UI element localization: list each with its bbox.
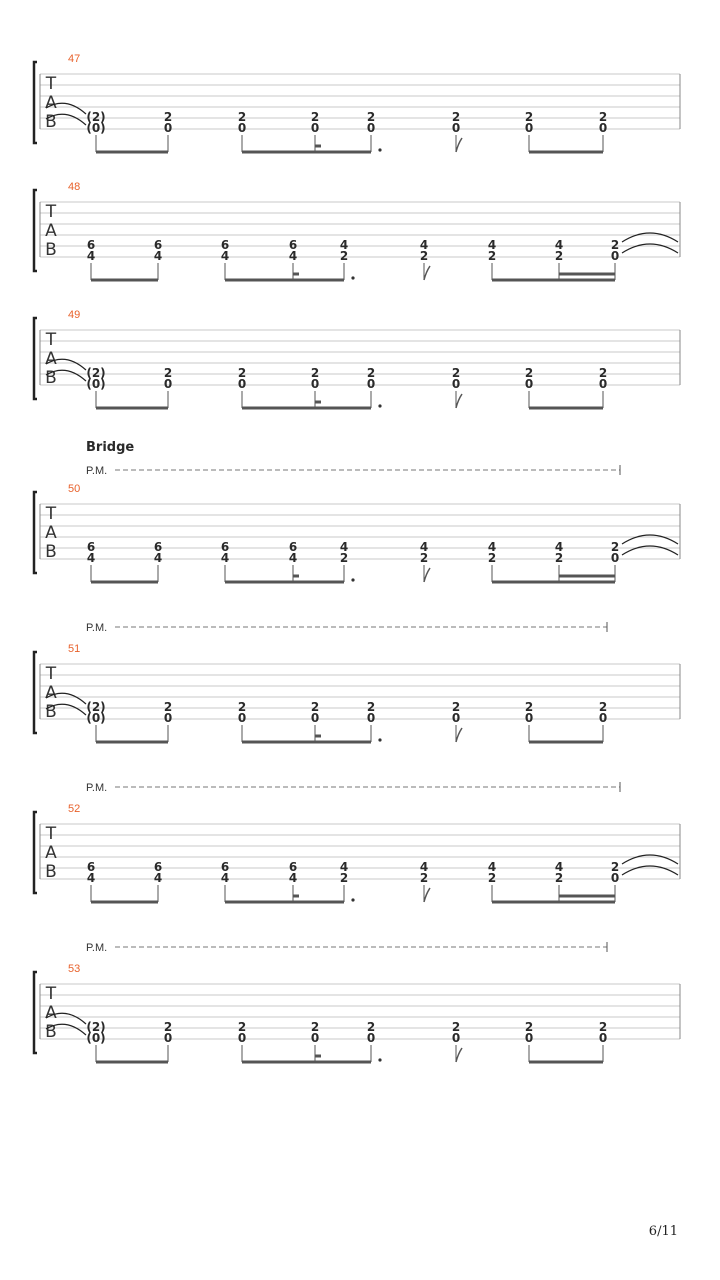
tab-system: [34, 181, 680, 280]
tab-clef-letter: B: [45, 542, 57, 562]
dot: [378, 738, 381, 741]
fret-number: 2: [451, 1020, 461, 1034]
fret-number: 4: [220, 249, 230, 263]
measure-number: 53: [68, 963, 81, 975]
tab-clef-letter: A: [45, 349, 57, 369]
fret-number: 0: [237, 711, 247, 725]
page-number: 6/11: [648, 1224, 678, 1239]
fret-number: 6: [220, 860, 230, 874]
fret-number: 2: [487, 871, 497, 885]
fret-number: 2: [419, 871, 429, 885]
palm-mute-label: P.M.: [86, 782, 108, 794]
tie-arc: [622, 546, 678, 555]
fret-number: 0: [451, 1031, 461, 1045]
fret-number: 0: [524, 377, 534, 391]
fret-number: 0: [524, 1031, 534, 1045]
fret-number: (0): [86, 1031, 106, 1045]
fret-number: 2: [339, 551, 349, 565]
tie-arc: [622, 866, 678, 875]
fret-number: 4: [86, 249, 96, 263]
fret-number: 0: [310, 711, 320, 725]
dot: [378, 404, 381, 407]
fret-number: 4: [86, 871, 96, 885]
fret-number: 2: [524, 366, 534, 380]
fret-number: 2: [310, 110, 320, 124]
dot: [351, 276, 354, 279]
fret-number: (2): [86, 110, 106, 124]
tie-arc: [622, 535, 678, 544]
system-bracket: [34, 972, 37, 1053]
tab-clef-letter: T: [45, 824, 57, 844]
fret-number: 0: [524, 121, 534, 135]
tie-arc: [622, 244, 678, 253]
fret-number: 6: [153, 860, 163, 874]
tab-clef-letter: B: [45, 702, 57, 722]
fret-number: 2: [163, 700, 173, 714]
fret-number: 2: [366, 700, 376, 714]
fret-number: 6: [153, 540, 163, 554]
dot: [378, 1058, 381, 1061]
system-bracket: [34, 812, 37, 893]
fret-number: 2: [524, 110, 534, 124]
fret-number: 4: [487, 540, 497, 554]
fret-number: (2): [86, 700, 106, 714]
fret-number: 6: [153, 238, 163, 252]
fret-number: 2: [339, 249, 349, 263]
measure-number: 47: [68, 53, 81, 65]
fret-number: 2: [554, 249, 564, 263]
system-bracket: [34, 62, 37, 143]
fret-number: 2: [310, 1020, 320, 1034]
fret-number: 2: [366, 110, 376, 124]
fret-number: 2: [487, 249, 497, 263]
fret-number: 6: [220, 238, 230, 252]
tab-system: [34, 622, 680, 742]
fret-number: 0: [163, 377, 173, 391]
fret-number: 4: [554, 540, 564, 554]
fret-number: (0): [86, 711, 106, 725]
fret-number: 4: [153, 871, 163, 885]
tab-clef-letter: A: [45, 1003, 57, 1023]
fret-number: (0): [86, 121, 106, 135]
fret-number: 0: [163, 121, 173, 135]
system-bracket: [34, 652, 37, 733]
note-flag: [424, 266, 430, 280]
fret-number: 2: [554, 551, 564, 565]
fret-number: 6: [220, 540, 230, 554]
fret-number: 2: [451, 110, 461, 124]
tab-clef-letter: T: [45, 330, 57, 350]
fret-number: 2: [237, 700, 247, 714]
section-label: Bridge: [86, 440, 135, 455]
fret-number: 0: [310, 377, 320, 391]
system-bracket: [34, 190, 37, 271]
tab-clef-letter: A: [45, 523, 57, 543]
measure-number: 50: [68, 483, 81, 495]
fret-number: 2: [310, 700, 320, 714]
system-bracket: [34, 492, 37, 573]
fret-number: 0: [524, 711, 534, 725]
fret-number: 2: [339, 871, 349, 885]
fret-number: 0: [163, 1031, 173, 1045]
fret-number: 4: [288, 249, 298, 263]
fret-number: 2: [419, 551, 429, 565]
fret-number: 4: [220, 871, 230, 885]
fret-number: 4: [419, 860, 429, 874]
fret-number: 2: [487, 551, 497, 565]
dot: [351, 578, 354, 581]
fret-number: 2: [419, 249, 429, 263]
tab-clef-letter: A: [45, 93, 57, 113]
measure-number: 49: [68, 309, 81, 321]
note-flag: [456, 138, 462, 152]
tab-system: [34, 782, 680, 902]
tie-arc: [622, 855, 678, 864]
tab-clef-letter: B: [45, 862, 57, 882]
fret-number: (2): [86, 1020, 106, 1034]
measure-number: 51: [68, 643, 81, 655]
fret-number: 2: [451, 700, 461, 714]
note-flag: [456, 1048, 462, 1062]
note-flag: [424, 888, 430, 902]
tab-system: [34, 942, 680, 1062]
palm-mute-label: P.M.: [86, 465, 108, 477]
measure-number: 48: [68, 181, 81, 193]
dot: [351, 898, 354, 901]
tab-clef-letter: A: [45, 843, 57, 863]
fret-number: 0: [610, 871, 620, 885]
fret-number: 2: [310, 366, 320, 380]
dot: [378, 148, 381, 151]
tab-clef-letter: T: [45, 202, 57, 222]
palm-mute-label: P.M.: [86, 942, 108, 954]
note-flag: [456, 728, 462, 742]
tab-systems: [34, 53, 680, 1062]
tab-clef-letter: B: [45, 112, 57, 132]
tab-clef-letter: T: [45, 504, 57, 524]
fret-number: 0: [598, 377, 608, 391]
fret-number: 2: [554, 871, 564, 885]
fret-number: 2: [163, 110, 173, 124]
fret-number: 6: [86, 860, 96, 874]
fret-number: 2: [237, 1020, 247, 1034]
fret-number: 0: [610, 551, 620, 565]
fret-number: 2: [366, 366, 376, 380]
fret-number: 2: [598, 700, 608, 714]
fret-number: 4: [554, 860, 564, 874]
fret-number: 6: [288, 860, 298, 874]
fret-number: 0: [598, 121, 608, 135]
fret-number: 6: [288, 238, 298, 252]
fret-number: 4: [339, 238, 349, 252]
fret-number: 4: [86, 551, 96, 565]
note-flag: [456, 394, 462, 408]
tie-arc: [622, 233, 678, 242]
fret-number: 6: [86, 238, 96, 252]
fret-number: 6: [288, 540, 298, 554]
fret-number: 4: [419, 238, 429, 252]
fret-number: 4: [487, 860, 497, 874]
fret-number: 4: [288, 551, 298, 565]
fret-number: 2: [237, 110, 247, 124]
fret-number: 0: [237, 377, 247, 391]
fret-number: 4: [487, 238, 497, 252]
fret-number: 0: [163, 711, 173, 725]
palm-mute-label: P.M.: [86, 622, 108, 634]
fret-number: 4: [419, 540, 429, 554]
fret-number: 2: [610, 238, 620, 252]
fret-number: 4: [153, 551, 163, 565]
fret-number: 2: [610, 540, 620, 554]
tab-clef-letter: T: [45, 74, 57, 94]
tab-clef-letter: B: [45, 240, 57, 260]
fret-number: 2: [237, 366, 247, 380]
fret-number: 2: [524, 700, 534, 714]
fret-number: 4: [339, 860, 349, 874]
fret-number: 2: [524, 1020, 534, 1034]
fret-number: 0: [366, 711, 376, 725]
tab-clef-letter: B: [45, 1022, 57, 1042]
fret-number: 2: [598, 366, 608, 380]
measure-number: 52: [68, 803, 81, 815]
fret-number: 0: [366, 377, 376, 391]
tab-clef-letter: A: [45, 221, 57, 241]
fret-number: 0: [598, 1031, 608, 1045]
fret-number: 0: [451, 711, 461, 725]
fret-number: 0: [610, 249, 620, 263]
fret-number: 2: [366, 1020, 376, 1034]
fret-number: 4: [220, 551, 230, 565]
fret-number: 0: [451, 377, 461, 391]
fret-number: 0: [598, 711, 608, 725]
fret-number: (2): [86, 366, 106, 380]
tab-clef-letter: A: [45, 683, 57, 703]
fret-number: 2: [610, 860, 620, 874]
fret-number: 0: [366, 1031, 376, 1045]
fret-number: 0: [310, 121, 320, 135]
fret-number: 4: [339, 540, 349, 554]
tab-clef-letter: T: [45, 664, 57, 684]
fret-number: 0: [237, 121, 247, 135]
fret-number: 4: [153, 249, 163, 263]
fret-number: 2: [598, 110, 608, 124]
fret-number: 4: [554, 238, 564, 252]
system-bracket: [34, 318, 37, 399]
fret-number: 2: [163, 366, 173, 380]
fret-number: 0: [237, 1031, 247, 1045]
fret-number: 6: [86, 540, 96, 554]
tab-system: [34, 309, 680, 408]
fret-number: 2: [598, 1020, 608, 1034]
tab-system: [34, 440, 680, 582]
fret-number: 0: [310, 1031, 320, 1045]
tab-clef-letter: T: [45, 984, 57, 1004]
fret-number: (0): [86, 377, 106, 391]
fret-number: 0: [451, 121, 461, 135]
tab-system: [34, 53, 680, 152]
tab-clef-letter: B: [45, 368, 57, 388]
fret-number: 2: [163, 1020, 173, 1034]
fret-number: 2: [451, 366, 461, 380]
note-flag: [424, 568, 430, 582]
fret-number: 4: [288, 871, 298, 885]
fret-number: 0: [366, 121, 376, 135]
